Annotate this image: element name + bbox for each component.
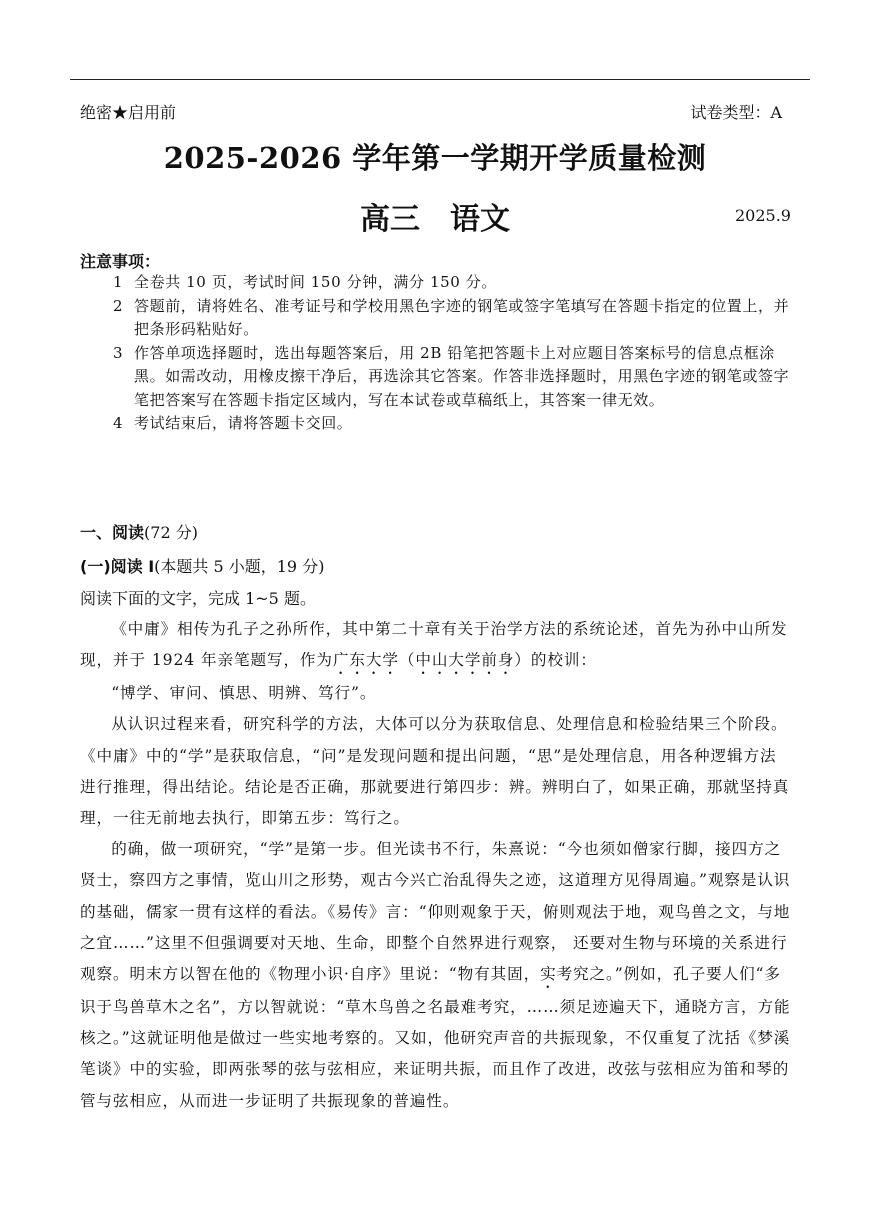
passage-text: 的确，做一项研究，“学”是第一步。但光读书不行，朱熹说：“今也须如僧家行脚，接四方之贤士，察四方之事情，览山川之形势，观古今兴亡治乱得失之迹，这道理方见得周遍。”观察是认识的基础，儒家一贯有这样的看法。《易传》言：“仰则观象于天，俯则观法于地，观鸟兽之文，与地之宜……”这里不但强调要对天地、生命，即整个自然界进行观察， 还要对生物与环境的关系进行观察。明末方以智在他的《物理小识·自序》里说：“物有其固， [80, 840, 791, 984]
grade-label: 高三 [360, 202, 420, 237]
passage-text: 考究之。”例如，孔子要人们“多识于鸟兽草木之名”，方以智就说：“草木鸟兽之名最难考究，……须足迹遍天下，通晓方言，方能核之。”这就证明他是做过一些实地考察的。又如，他研究声音的共振现象，不仅重复了沈括《梦溪笔谈》中的实验，即两张琴的弦与弦相应，来证明共振，而且作了改进，改弦与弦相应为笛和琴的管与弦相应，从而进一步证明了共振现象的普遍性。 [80, 965, 791, 1110]
paper-type: 试卷类型：A [690, 103, 782, 122]
notice-item [113, 412, 793, 436]
secret-label: 绝密★启用前 [80, 103, 177, 122]
subsection-label: (一)阅读 I [80, 557, 155, 576]
notice-number: 2 [113, 296, 123, 315]
notice-number: 3 [113, 343, 123, 362]
reading-instruction: 阅读下面的文字，完成 1~5 题。 [80, 589, 316, 608]
course-label: 语文 [450, 202, 510, 237]
notice-text: 考试结束后，请将答题卡交回。 [134, 414, 353, 432]
header-line [80, 100, 782, 123]
reading-passage [80, 614, 792, 1117]
passage-text: 《中庸》相传为孔子之孙所作，其中第二十章有关于治学方法的系统论述，首先为孙中山所发现，并于 1924 年亲笔题写，作为 [80, 620, 788, 670]
section-label: 一、阅读 [80, 523, 145, 542]
notice-title: 注意事项： [80, 252, 161, 271]
notice-text: 作答单项选择题时，选出每题答案后，用 2B 铅笔把答题卡上对应题目答案标号的信息点框涂黑。如需改动，用橡皮擦干净后，再选涂其它答案。作答非选择题时，用黑色字迹的钢笔或签字笔把答案写在答题卡指定区域内，写在本试卷或草稿纸上，其答案一律无效。 [134, 343, 790, 409]
notice-item [113, 295, 793, 342]
section-heading [80, 520, 198, 543]
passage-paragraph-4 [80, 834, 792, 1117]
section-score: (72 分) [144, 523, 198, 542]
exam-title: 2025-2026 学年第一学期开学质量检测 [163, 141, 707, 175]
exam-date: 2025.9 [735, 206, 791, 225]
passage-paragraph-1 [80, 614, 792, 678]
notice-list [113, 271, 793, 436]
passage-text: 的校训： [530, 651, 597, 670]
subsection-heading [80, 554, 324, 577]
notice-text: 答题前，请将姓名、准考证号和学校用黑色字迹的钢笔或签字笔填写在答题卡指定的位置上，并把条形码粘贴好。 [134, 296, 790, 338]
notice-item [113, 271, 793, 295]
subsection-detail: (本题共 5 小题，19 分) [154, 557, 325, 576]
passage-paragraph-2: “博学、审问、慎思、明辨、笃行”。 [111, 684, 377, 703]
notice-number: 4 [113, 414, 123, 432]
header-rule [70, 79, 810, 80]
notice-number: 1 [113, 273, 123, 291]
notice-item [113, 342, 793, 413]
notice-text: 全卷共 10 页，考试时间 150 分钟，满分 150 分。 [134, 273, 497, 291]
emphasized-text: 广东大学（中山大学前身） [332, 651, 531, 670]
passage-paragraph-3: 从认识过程来看，研究科学的方法，大体可以分为获取信息、处理信息和检验结果三个阶段。《中庸》中的“学”是获取信息，“问”是发现问题和提出问题，“思”是处理信息，用各种逻辑方法进行推理，得出结论。结论是否正确，那就要进行第四步：辨。辨明白了，如果正确，那就坚持真理，一往无前地去执行，即第五步：笃行之。 [80, 715, 790, 828]
emphasized-text: 实 [540, 965, 557, 984]
